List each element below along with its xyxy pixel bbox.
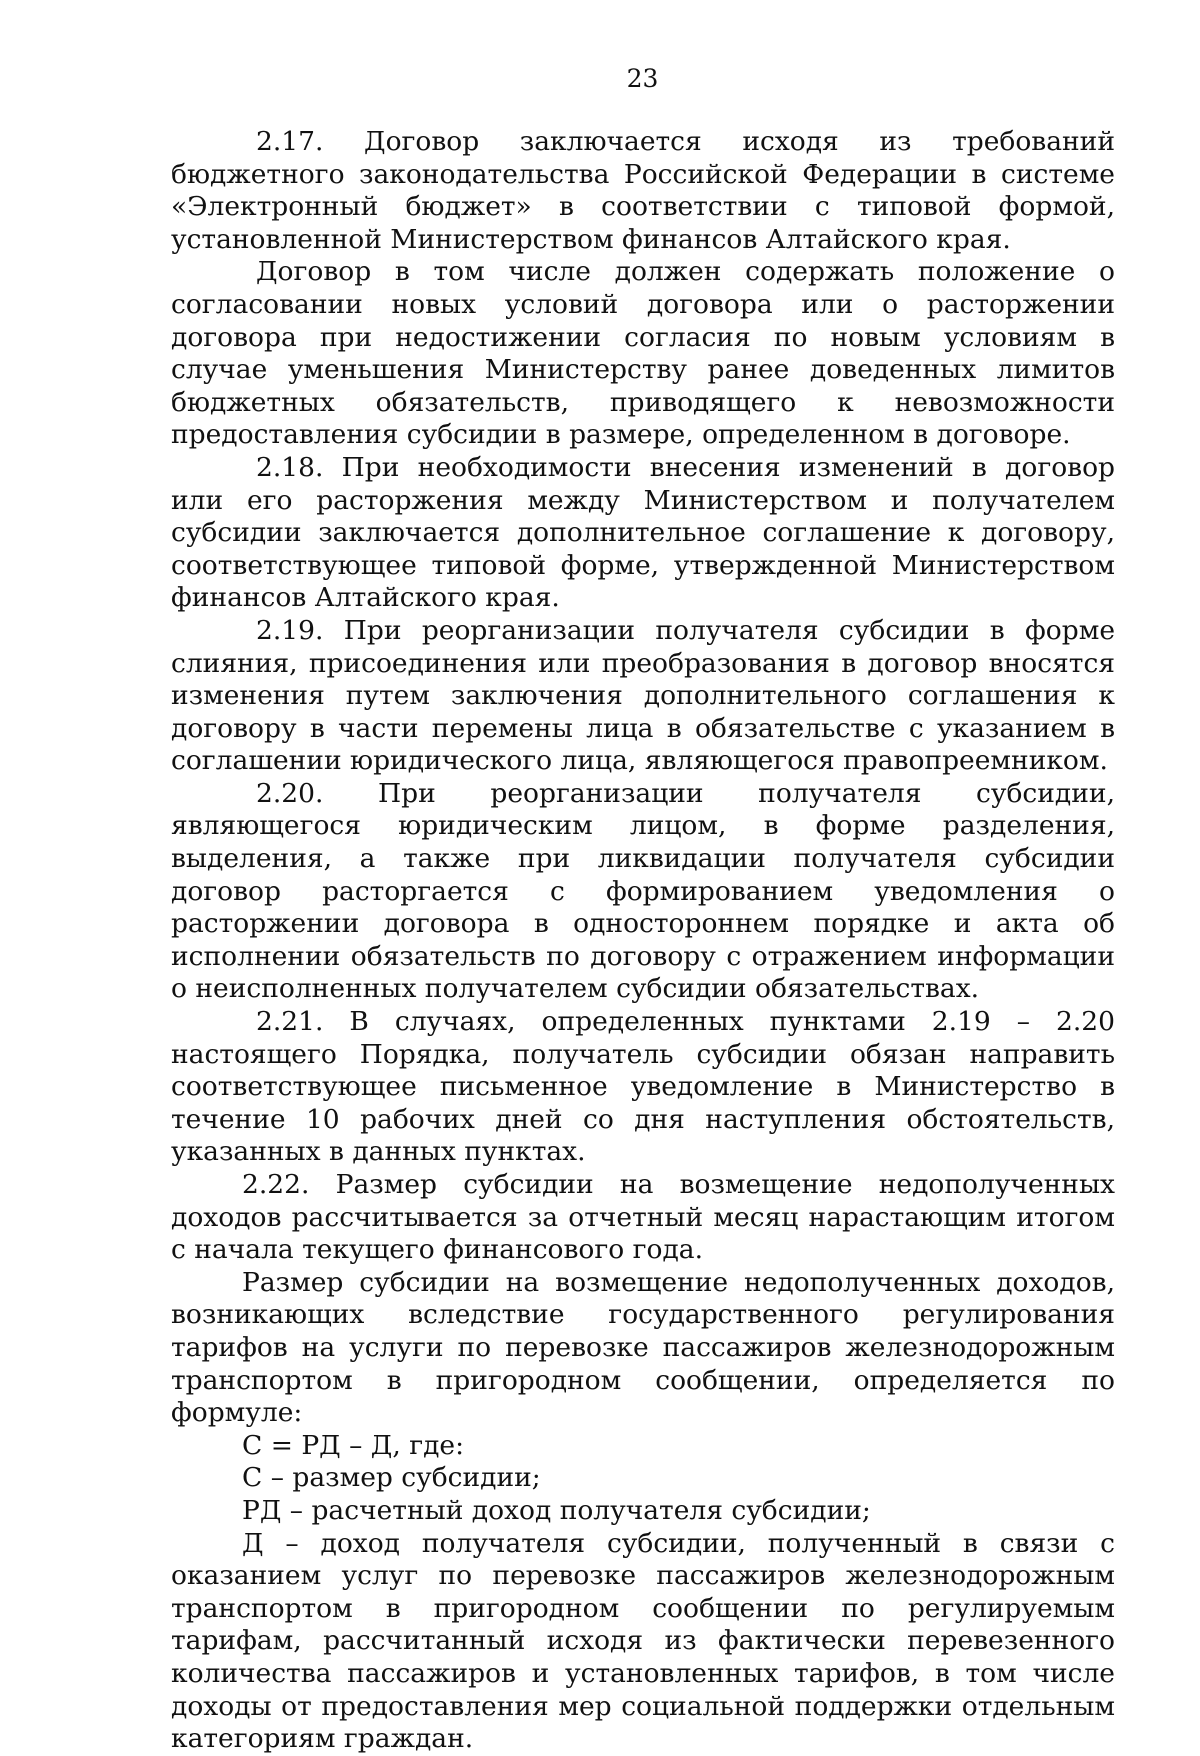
formula-definition-c: С – размер субсидии; <box>242 1462 541 1494</box>
paragraph-2-18: 2.18. При необходимости внесения изменений в договор или его расторжения между Министерством и получателем субсидии заключается дополнительное соглашение к договору, соответствующее типовой форме, утвержденной Министерством финансов Алтайского края. <box>171 451 1115 614</box>
paragraph-2-22: 2.22. Размер субсидии на возмещение недополученных доходов рассчитывается за отчетный месяц нарастающим итогом с начала текущего финансового года. <box>171 1169 1115 1266</box>
paragraph-2-21: 2.21. В случаях, определенных пунктами 2.19 – 2.20 настоящего Порядка, получатель субсидии обязан направить соответствующее письменное уведомление в Министерство в течение 10 рабочих дней со дня наступления обстоятельств, указанных в данных пунктах. <box>171 1006 1115 1168</box>
paragraph-2-17-contract-terms: Договор в том числе должен содержать положение о согласовании новых условий договора или о расторжении договора при недостижении согласия по новым условиям в случае уменьшения Министерству ранее доведенных лимитов бюджетных обязательств, приводящего к невозможности предоставления субсидии в размере, определенном в договоре. <box>171 256 1115 451</box>
formula-definition-d: Д – доход получателя субсидии, полученный в связи с оказанием услуг по перевозке пассажиров железнодорожным транспортом в пригородном сообщении по регулируемым тарифам, рассчитанный исходя из фактически перевезенного количества пассажиров и установленных тарифов, в том числе доходы от предоставления мер социальной поддержки отдельным категориям граждан. <box>171 1527 1115 1755</box>
formula-equation: С = РД – Д, где: <box>242 1429 465 1461</box>
paragraph-2-17: 2.17. Договор заключается исходя из требований бюджетного законодательства Российской Федерации в системе «Электронный бюджет» в соответствии с типовой формой, установленной Министерством финансов Алтайского края. <box>171 126 1115 255</box>
paragraph-formula-intro: Размер субсидии на возмещение недополученных доходов, возникающих вследствие государственного регулирования тарифов на услуги по перевозке пассажиров железнодорожным транспортом в пригородном сообщении, определяется по формуле: <box>171 1266 1115 1429</box>
formula-definition-rd: РД – расчетный доход получателя субсидии; <box>242 1494 871 1526</box>
page-number: 23 <box>626 64 659 93</box>
document-body <box>171 126 1115 1756</box>
paragraph-2-19: 2.19. При реорганизации получателя субсидии в форме слияния, присоединения или преобразования в договор вносятся изменения путем заключения дополнительного соглашения к договору в части перемены лица в обязательстве с указанием в соглашении юридического лица, являющегося правопреемником. <box>171 614 1115 777</box>
paragraph-2-20: 2.20. При реорганизации получателя субсидии, являющегося юридическим лицом, в форме разделения, выделения, а также при ликвидации получателя субсидии договор расторгается с формированием уведомления о расторжении договора в одностороннем порядке и акта об исполнении обязательств по договору с отражением информации о неисполненных получателем субсидии обязательствах. <box>171 777 1115 1005</box>
